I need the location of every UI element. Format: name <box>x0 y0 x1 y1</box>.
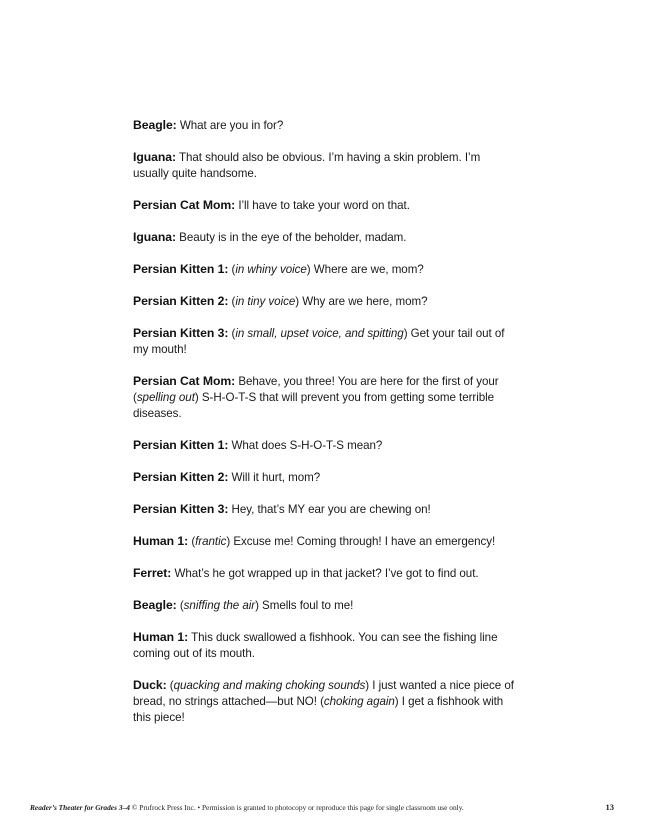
speaker-name: Persian Kitten 3: <box>133 326 229 340</box>
dialogue-text: What are you in for? <box>179 119 284 132</box>
speaker-name: Persian Cat Mom: <box>133 198 236 212</box>
dialogue-line <box>133 533 519 550</box>
dialogue-text: ) S-H-O-T-S that will prevent you from getting some terrible diseases. <box>133 391 495 420</box>
stage-direction: spelling out <box>136 391 195 404</box>
page-number: 13 <box>605 802 614 812</box>
dialogue-text: Will it hurt, mom? <box>231 471 321 484</box>
stage-direction: sniffing the air <box>183 599 256 612</box>
dialogue-text: This duck swallowed a fishhook. You can see the fishing line coming out of its mouth. <box>133 631 498 660</box>
speaker-name: Human 1: <box>133 630 189 644</box>
speaker-name: Iguana: <box>133 150 176 164</box>
dialogue-text: ) Get your tail out of my mouth! <box>133 327 505 356</box>
dialogue-text: ) I get a fishhook with this piece! <box>133 695 504 724</box>
dialogue-text: ( <box>169 679 174 692</box>
speaker-name: Persian Kitten 2: <box>133 470 229 484</box>
dialogue-line <box>133 373 519 422</box>
speaker-name: Human 1: <box>133 534 189 548</box>
dialogue-text: ) Smells foul to me! <box>255 599 354 612</box>
speaker-name: Persian Kitten 1: <box>133 262 229 276</box>
dialogue-line <box>133 261 519 278</box>
speaker-name: Persian Kitten 2: <box>133 294 229 308</box>
speaker-name: Duck: <box>133 678 167 692</box>
dialogue-text: ( <box>191 535 196 548</box>
dialogue-line <box>133 437 519 454</box>
dialogue-text: That should also be obvious. I’m having a skin problem. I’m usually quite handsome. <box>133 151 481 180</box>
footer-book-title: Reader’s Theater for Grades 3–4 <box>30 803 130 812</box>
dialogue-line <box>133 325 519 358</box>
speaker-name: Iguana: <box>133 230 176 244</box>
dialogue-line <box>133 469 519 486</box>
dialogue-line <box>133 229 519 246</box>
speaker-name: Ferret: <box>133 566 172 580</box>
speaker-name: Persian Cat Mom: <box>133 374 236 388</box>
dialogue-text: ( <box>231 263 236 276</box>
dialogue-text: ( <box>179 599 184 612</box>
footer-copyright-notice: © Prufrock Press Inc. • Permission is granted to photocopy or reproduce this page for single classroom use only. <box>129 803 464 812</box>
dialogue-line <box>133 293 519 310</box>
dialogue-line <box>133 149 519 182</box>
speaker-name: Persian Kitten 1: <box>133 438 229 452</box>
stage-direction: in tiny voice <box>235 295 296 308</box>
dialogue-text: ) Excuse me! Coming through! I have an emergency! <box>226 535 496 548</box>
speaker-name: Beagle: <box>133 118 177 132</box>
dialogue-text: What does S-H-O-T-S mean? <box>231 439 383 452</box>
dialogue-line <box>133 629 519 662</box>
dialogue-text: ) Why are we here, mom? <box>295 295 428 308</box>
dialogue-text: I’ll have to take your word on that. <box>238 199 410 212</box>
stage-direction: in whiny voice <box>235 263 307 276</box>
script-body <box>133 117 519 741</box>
dialogue-line <box>133 501 519 518</box>
dialogue-line <box>133 677 519 726</box>
dialogue-line <box>133 117 519 134</box>
stage-direction: frantic <box>195 535 227 548</box>
dialogue-text: Beauty is in the eye of the beholder, madam. <box>179 231 407 244</box>
dialogue-text: ) I just wanted a nice piece of bread, no strings attached—but NO! ( <box>133 679 514 708</box>
dialogue-text: ( <box>231 327 236 340</box>
stage-direction: in small, upset voice, and spitting <box>235 327 404 340</box>
page-footer <box>30 803 614 812</box>
speaker-name: Beagle: <box>133 598 177 612</box>
stage-direction: choking again <box>323 695 395 708</box>
dialogue-line <box>133 197 519 214</box>
dialogue-text: ) Where are we, mom? <box>306 263 424 276</box>
dialogue-line <box>133 565 519 582</box>
dialogue-text: Behave, you three! You are here for the first of your ( <box>133 375 499 404</box>
dialogue-text: Hey, that’s MY ear you are chewing on! <box>231 503 431 516</box>
stage-direction: quacking and making choking sounds <box>173 679 366 692</box>
dialogue-text: What’s he got wrapped up in that jacket? I’ve got to find out. <box>174 567 479 580</box>
dialogue-text: ( <box>231 295 236 308</box>
speaker-name: Persian Kitten 3: <box>133 502 229 516</box>
dialogue-line <box>133 597 519 614</box>
